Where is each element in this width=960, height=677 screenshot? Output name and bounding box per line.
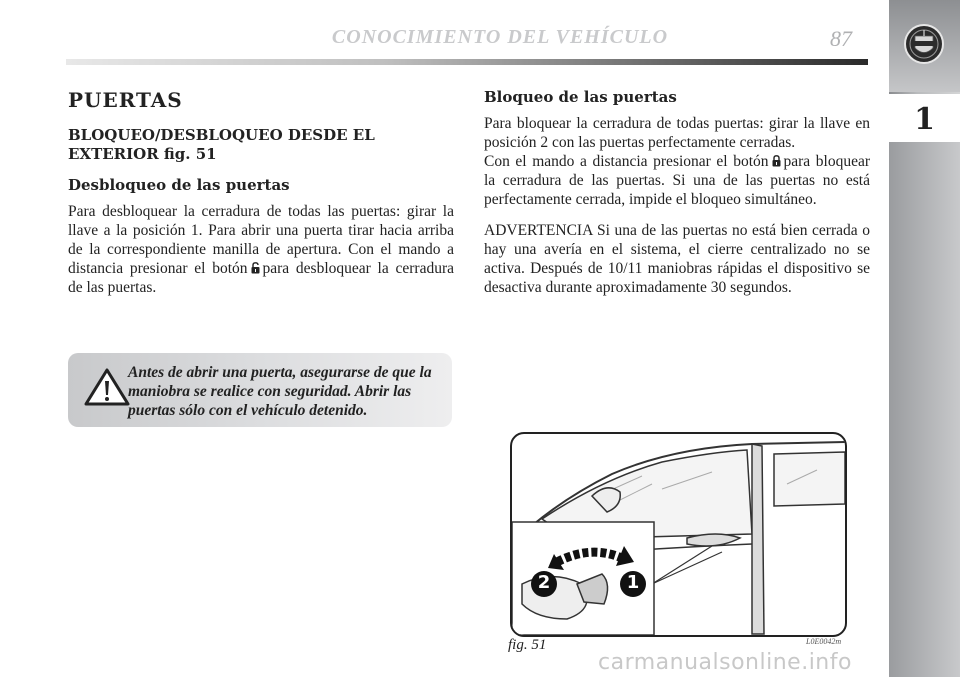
car-door-illustration — [512, 434, 845, 635]
right-column — [484, 88, 870, 297]
figure-code: L0E0042m — [806, 637, 842, 646]
unlock-text-b: para desbloquear la cerradura de las puertas. — [68, 260, 454, 296]
sidebar-lower — [889, 142, 960, 677]
lock-button-icon — [772, 155, 781, 167]
warning-text: Antes de abrir una puerta, asegurarse de que la maniobra se realice con seguridad. Abrir las puertas sólo con el vehículo detenido. — [128, 364, 432, 419]
chapter-number: 1 — [889, 94, 960, 142]
page-header-title: CONOCIMIENTO DEL VEHÍCULO — [331, 26, 669, 48]
figure-caption: fig. 51 — [508, 637, 547, 653]
subsection-title: BLOQUEO/DESBLOQUEO DESDE EL EXTERIOR fig. 51 — [68, 126, 375, 163]
watermark: carmanualsonline.info — [598, 650, 852, 675]
chapter-sidebar — [889, 0, 960, 677]
lock-text-1: Para bloquear la cerradura de todas puertas: girar la llave en posición 2 con las puertas perfectamente cerradas. — [484, 115, 870, 151]
figure-car-door — [510, 432, 847, 637]
lancia-shield-icon — [889, 0, 960, 92]
callout-1: 1 — [626, 572, 640, 593]
advertencia-paragraph: ADVERTENCIA Si una de las puertas no está bien cerrada o hay una avería en el sistema, el cierre centralizado no se activa. Después de 10/11 maniobras rápidas el dispositivo se desactiva durante aproximadamente 30 segundos. — [484, 222, 870, 296]
unlock-heading: Desbloqueo de las puertas — [68, 176, 290, 194]
callout-2: 2 — [537, 572, 551, 593]
warning-box — [68, 353, 452, 427]
logo-area — [889, 0, 960, 92]
left-column — [68, 88, 454, 297]
unlock-text-a: Para desbloquear la cerradura de todas las puertas: girar la llave a la posición 1. Para abrir una puerta tirar hacia arriba de la correspondiente manilla de apertura. Con el mando a distancia presionar el botón — [68, 203, 454, 277]
warning-triangle-icon — [84, 367, 130, 407]
unlock-paragraph — [68, 202, 454, 297]
lock-text-2b: para bloquear la cerradura de las puertas. Si una de las puertas no está perfectamente cerrada, impide el bloqueo simultáneo. — [484, 153, 870, 208]
lock-heading: Bloqueo de las puertas — [484, 88, 677, 106]
unlock-button-icon — [251, 262, 260, 274]
page-number: 87 — [830, 26, 852, 51]
header-rule — [66, 59, 868, 65]
lock-paragraph — [484, 114, 870, 209]
section-title: PUERTAS — [68, 88, 183, 112]
lock-text-2a: Con el mando a distancia presionar el botón — [484, 153, 769, 170]
